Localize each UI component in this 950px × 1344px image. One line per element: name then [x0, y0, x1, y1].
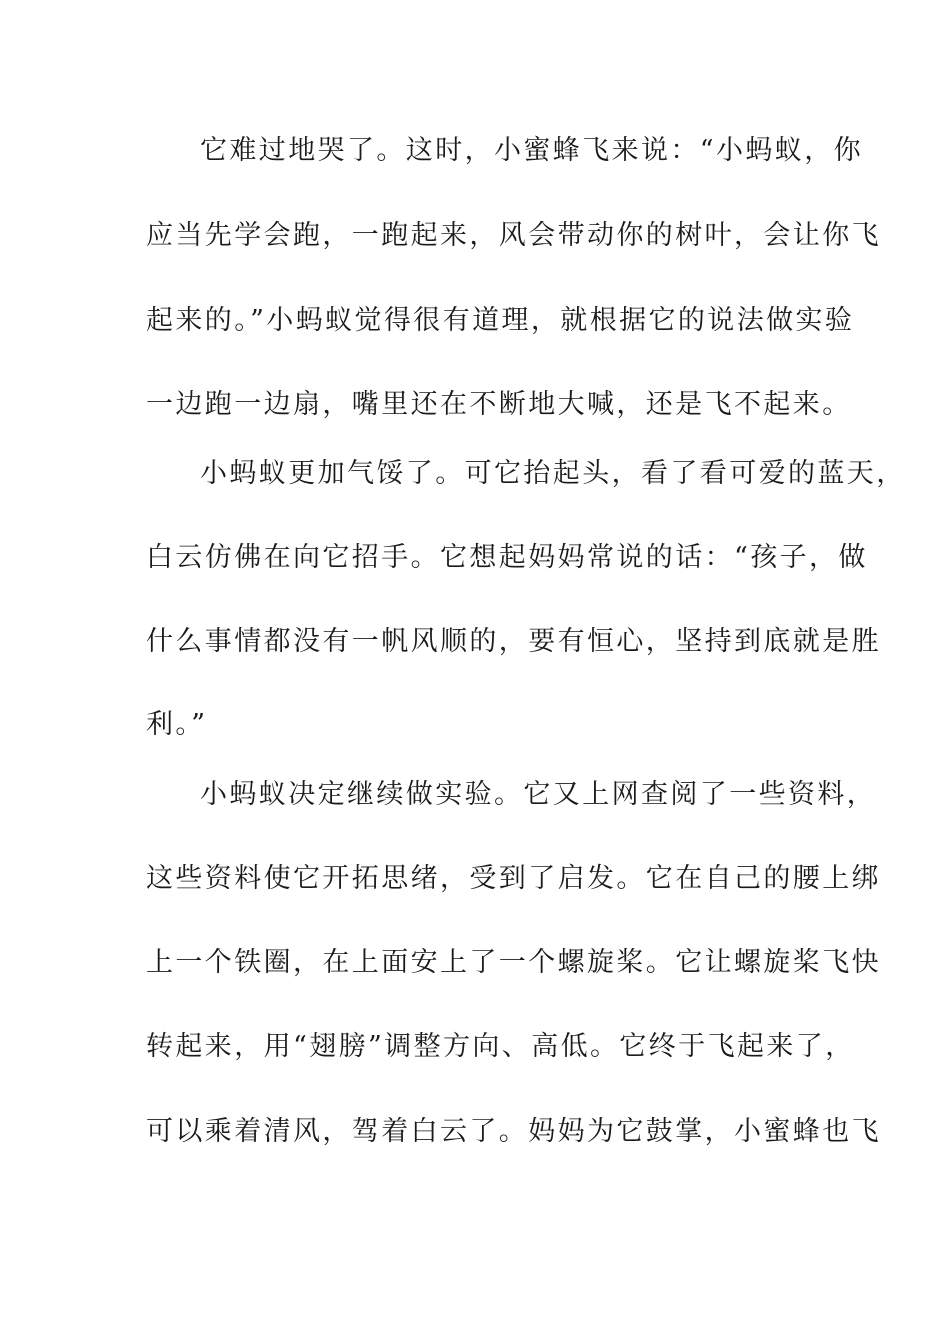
text-line-2: 应当先学会跑，一跑起来，风会带动你的树叶，会让你飞 [146, 220, 881, 251]
text-line-10: 这些资料使它开拓思绪，受到了启发。它在自己的腰上绑 [146, 863, 881, 894]
text-line-1: 它难过地哭了。这时，小蜜蜂飞来说：“小蚂蚁，你 [200, 135, 864, 166]
text-line-9: 小蚂蚁决定继续做实验。它又上网查阅了一些资料， [200, 779, 877, 810]
text-line-4: 一边跑一边扇，嘴里还在不断地大喊，还是飞不起来。 [146, 389, 852, 420]
text-line-12: 转起来，用“翅膀”调整方向、高低。它终于飞起来了， [146, 1031, 855, 1062]
text-line-8: 利。” [146, 709, 208, 740]
text-line-11: 上一个铁圈，在上面安上了一个螺旋桨。它让螺旋桨飞快 [146, 947, 881, 978]
text-line-6: 白云仿佛在向它招手。它想起妈妈常说的话：“孩子，做 [146, 542, 868, 573]
text-line-3: 起来的。”小蚂蚁觉得很有道理，就根据它的说法做实验 [146, 305, 855, 336]
text-line-13: 可以乘着清风，驾着白云了。妈妈为它鼓掌，小蜜蜂也飞 [146, 1116, 881, 1147]
text-line-5: 小蚂蚁更加气馁了。可它抬起头，看了看可爱的蓝天， [200, 458, 906, 489]
text-line-7: 什么事情都没有一帆风顺的，要有恒心，坚持到底就是胜 [146, 626, 881, 657]
